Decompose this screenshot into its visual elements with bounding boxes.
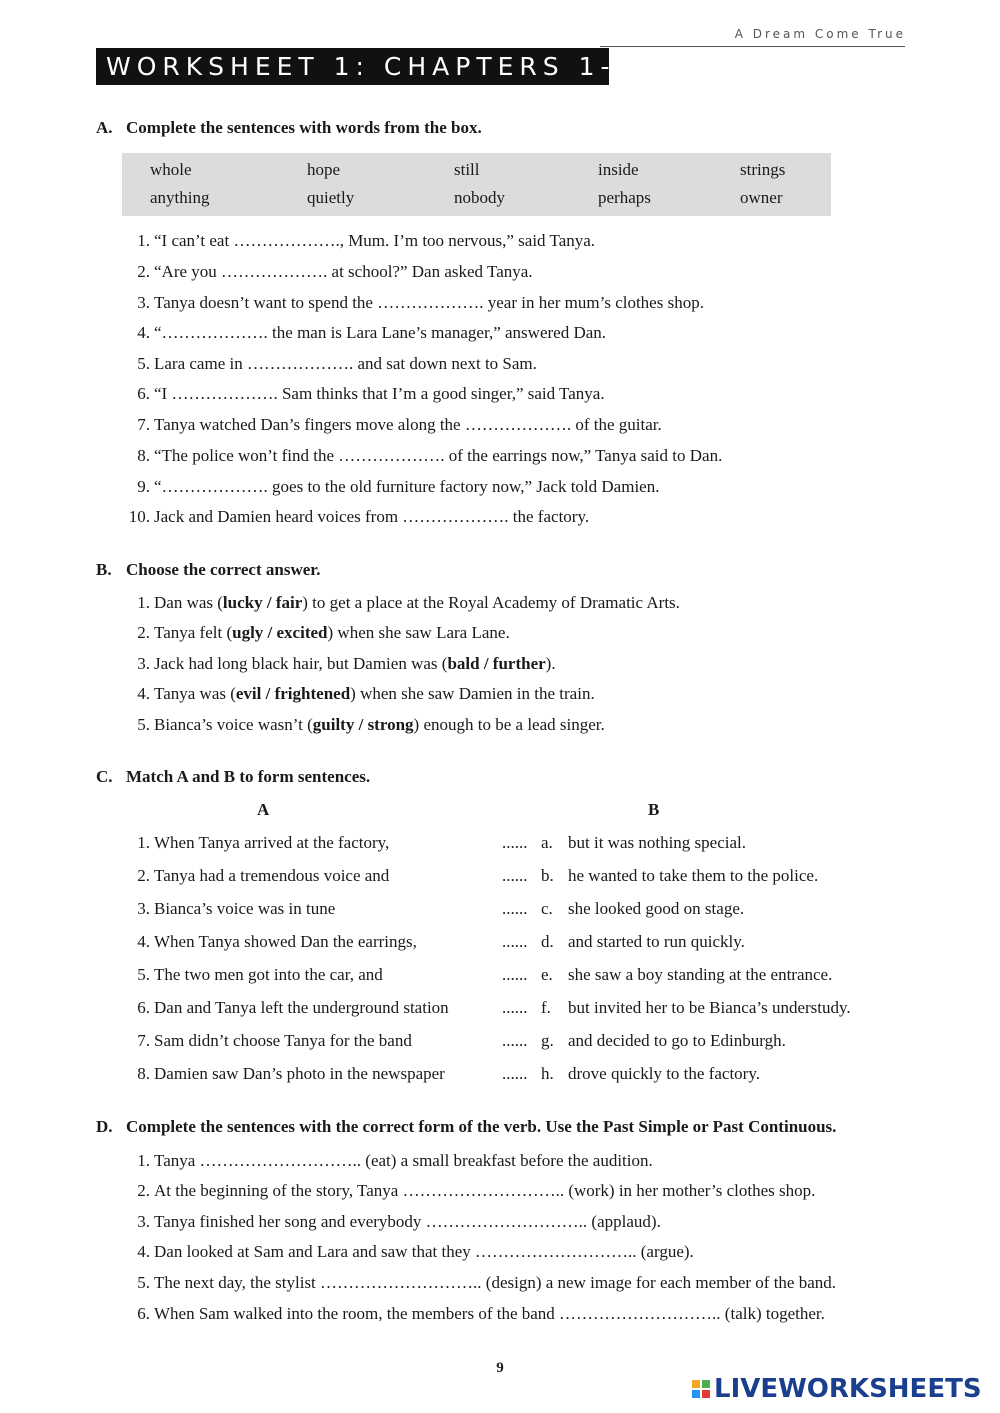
match-b-text: she saw a boy standing at the entrance. <box>568 965 833 984</box>
match-b-text: drove quickly to the factory. <box>568 1064 760 1083</box>
section-c-heading <box>96 767 370 787</box>
item-number: 2. <box>137 623 150 642</box>
answer-options: ugly / excited <box>232 623 328 642</box>
item-number: 5. <box>137 1273 150 1292</box>
word-box-word: nobody <box>454 188 505 207</box>
item-text: “The police won’t find the ………………. of the earrings now,” Tanya said to Dan. <box>154 446 723 465</box>
match-b-letter: b. <box>541 866 554 885</box>
item-text: When Tanya showed Dan the earrings, <box>154 932 417 951</box>
match-a-item <box>122 1064 445 1084</box>
match-b-text: and started to run quickly. <box>568 932 745 951</box>
item-text: “………………. the man is Lara Lane’s manager,” answered Dan. <box>154 323 607 342</box>
logo-text: LIVEWORKSHEETS <box>714 1374 982 1404</box>
worksheet-title: WORKSHEET 1: CHAPTERS 1-5 <box>96 48 609 85</box>
word-box-word: whole <box>150 160 192 179</box>
word-box-word: inside <box>598 160 639 179</box>
item-number: 2. <box>137 866 150 885</box>
answer-options: guilty / strong <box>312 715 414 734</box>
item-text: Tanya had a tremendous voice and <box>154 866 390 885</box>
page-number: 9 <box>496 1360 504 1376</box>
item-text: Tanya was ( <box>154 684 236 703</box>
word-box-word: perhaps <box>598 188 651 207</box>
section-letter: D. <box>96 1117 113 1136</box>
item-number: 2. <box>137 1181 150 1200</box>
item-number: 4. <box>137 932 150 951</box>
item-text: When Tanya arrived at the factory, <box>154 833 390 852</box>
answer-options: bald / further <box>447 654 546 673</box>
section-a-item <box>122 384 605 404</box>
item-number: 6. <box>137 998 150 1017</box>
item-number: 7. <box>137 1031 150 1050</box>
match-b-text: but it was nothing special. <box>568 833 747 852</box>
section-b-item <box>122 623 510 643</box>
match-a-item <box>122 833 389 853</box>
section-b-heading <box>96 560 321 580</box>
logo-square <box>692 1380 700 1388</box>
match-blank[interactable]: ...... <box>502 866 528 885</box>
section-instruction: Match A and B to form sentences. <box>126 767 371 786</box>
item-number: 5. <box>137 965 150 984</box>
section-b-item <box>122 715 605 735</box>
word-box-word: anything <box>150 188 210 207</box>
item-text: Tanya doesn’t want to spend the ………………. year in her mum’s clothes shop. <box>154 293 704 312</box>
item-text: At the beginning of the story, Tanya ……………………….. (work) in her mother’s clothes shop. <box>154 1181 816 1200</box>
match-blank[interactable]: ...... <box>502 1064 528 1083</box>
match-a-item <box>122 965 383 985</box>
item-text: Dan and Tanya left the underground station <box>154 998 449 1017</box>
match-b-text: she looked good on stage. <box>568 899 745 918</box>
item-number: 9. <box>137 477 150 496</box>
match-b-letter: d. <box>541 932 554 951</box>
item-number: 7. <box>137 415 150 434</box>
logo-square <box>692 1390 700 1398</box>
logo-grid-icon <box>692 1380 710 1398</box>
section-a-item <box>122 507 589 527</box>
section-a-item <box>122 477 659 497</box>
section-d-item <box>122 1181 815 1201</box>
item-text: Lara came in ………………. and sat down next to Sam. <box>154 354 537 373</box>
item-text: ). <box>545 654 556 673</box>
item-number: 1. <box>137 593 150 612</box>
item-text: ) when she saw Lara Lane. <box>327 623 510 642</box>
match-blank[interactable]: ...... <box>502 833 528 852</box>
item-text: Jack and Damien heard voices from ………………. the factory. <box>154 507 590 526</box>
section-b-item <box>122 593 680 613</box>
match-b-letter: f. <box>541 998 551 1017</box>
item-number: 5. <box>137 354 150 373</box>
item-number: 10. <box>128 507 150 526</box>
match-blank[interactable]: ...... <box>502 899 528 918</box>
match-b-text: but invited her to be Bianca’s understudy. <box>568 998 851 1017</box>
section-d-item <box>122 1212 661 1232</box>
answer-options: lucky / fair <box>222 593 303 612</box>
liveworksheets-logo[interactable] <box>692 1372 982 1406</box>
word-box <box>122 153 831 216</box>
item-text: When Sam walked into the room, the members of the band ……………………….. (talk) together. <box>154 1304 825 1323</box>
section-a-item <box>122 354 537 374</box>
match-b-letter: e. <box>541 965 553 984</box>
item-text: “I ………………. Sam thinks that I’m a good singer,” said Tanya. <box>154 384 605 403</box>
running-title: A Dream Come True <box>734 27 906 41</box>
word-box-word: hope <box>307 160 341 179</box>
section-a-item <box>122 262 533 282</box>
section-instruction: Complete the sentences with words from the box. <box>126 118 482 137</box>
item-text: The two men got into the car, and <box>154 965 383 984</box>
item-number: 1. <box>137 833 150 852</box>
column-a-heading: A <box>257 800 270 819</box>
match-a-item <box>122 866 389 886</box>
item-number: 3. <box>137 654 150 673</box>
item-number: 5. <box>137 715 150 734</box>
item-text: Tanya watched Dan’s fingers move along the ………………. of the guitar. <box>154 415 662 434</box>
section-d-heading <box>96 1117 836 1137</box>
section-letter: C. <box>96 767 113 786</box>
section-d-item <box>122 1304 825 1324</box>
logo-square <box>702 1390 710 1398</box>
item-text: Damien saw Dan’s photo in the newspaper <box>154 1064 445 1083</box>
section-b-item <box>122 654 556 674</box>
item-number: 3. <box>137 1212 150 1231</box>
item-text: Tanya ……………………….. (eat) a small breakfast before the audition. <box>154 1151 653 1170</box>
match-b-text: and decided to go to Edinburgh. <box>568 1031 786 1050</box>
match-a-item <box>122 932 417 952</box>
match-b-letter: h. <box>541 1064 554 1083</box>
section-d-item <box>122 1273 836 1293</box>
item-number: 8. <box>137 446 150 465</box>
item-text: Sam didn’t choose Tanya for the band <box>154 1031 412 1050</box>
section-instruction: Choose the correct answer. <box>126 560 321 579</box>
header-rule <box>600 46 905 47</box>
word-box-word: owner <box>740 188 783 207</box>
item-text: “I can’t eat ………………., Mum. I’m too nervous,” said Tanya. <box>154 231 596 250</box>
item-number: 6. <box>137 384 150 403</box>
item-text: Dan was ( <box>154 593 223 612</box>
match-b-letter: a. <box>541 833 553 852</box>
section-instruction: Complete the sentences with the correct form of the verb. Use the Past Simple or Past Continuous. <box>126 1117 837 1136</box>
match-b-letter: c. <box>541 899 553 918</box>
item-text: ) when she saw Damien in the train. <box>350 684 595 703</box>
item-text: Tanya finished her song and everybody ……………………….. (applaud). <box>154 1212 661 1231</box>
item-number: 3. <box>137 293 150 312</box>
item-number: 4. <box>137 323 150 342</box>
item-number: 3. <box>137 899 150 918</box>
word-box-word: quietly <box>307 188 355 207</box>
item-text: “Are you ………………. at school?” Dan asked Tanya. <box>154 262 533 281</box>
section-letter: A. <box>96 118 113 137</box>
section-d-item <box>122 1151 653 1171</box>
section-b-item <box>122 684 595 704</box>
item-text: Bianca’s voice was in tune <box>154 899 336 918</box>
match-blank[interactable]: ...... <box>502 965 528 984</box>
item-text: ) to get a place at the Royal Academy of Dramatic Arts. <box>302 593 680 612</box>
column-b-heading: B <box>648 800 660 819</box>
section-a-heading <box>96 118 482 138</box>
item-number: 8. <box>137 1064 150 1083</box>
match-a-item <box>122 998 449 1018</box>
item-text: ) enough to be a lead singer. <box>413 715 605 734</box>
section-a-item <box>122 446 722 466</box>
item-text: “………………. goes to the old furniture factory now,” Jack told Damien. <box>154 477 660 496</box>
section-letter: B. <box>96 560 112 579</box>
item-number: 1. <box>137 1151 150 1170</box>
section-d-item <box>122 1242 694 1262</box>
match-blank[interactable]: ...... <box>502 998 528 1017</box>
item-text: Jack had long black hair, but Damien was ( <box>154 654 448 673</box>
logo-square <box>702 1380 710 1388</box>
word-box-word: still <box>454 160 480 179</box>
item-number: 4. <box>137 684 150 703</box>
item-text: Tanya felt ( <box>154 623 233 642</box>
match-a-item <box>122 899 335 919</box>
item-text: Dan looked at Sam and Lara and saw that they ……………………….. (argue). <box>154 1242 694 1261</box>
match-blank[interactable]: ...... <box>502 932 528 951</box>
item-text: Bianca’s voice wasn’t ( <box>154 715 313 734</box>
item-number: 2. <box>137 262 150 281</box>
item-number: 6. <box>137 1304 150 1323</box>
section-a-item <box>122 293 704 313</box>
match-blank[interactable]: ...... <box>502 1031 528 1050</box>
match-b-letter: g. <box>541 1031 554 1050</box>
match-b-text: he wanted to take them to the police. <box>568 866 819 885</box>
answer-options: evil / frightened <box>235 684 351 703</box>
match-a-item <box>122 1031 412 1051</box>
section-a-item <box>122 231 595 251</box>
section-a-item <box>122 415 662 435</box>
item-text: The next day, the stylist ……………………….. (design) a new image for each member of the band. <box>154 1273 837 1292</box>
item-number: 1. <box>137 231 150 250</box>
section-a-item <box>122 323 606 343</box>
item-number: 4. <box>137 1242 150 1261</box>
word-box-word: strings <box>740 160 786 179</box>
